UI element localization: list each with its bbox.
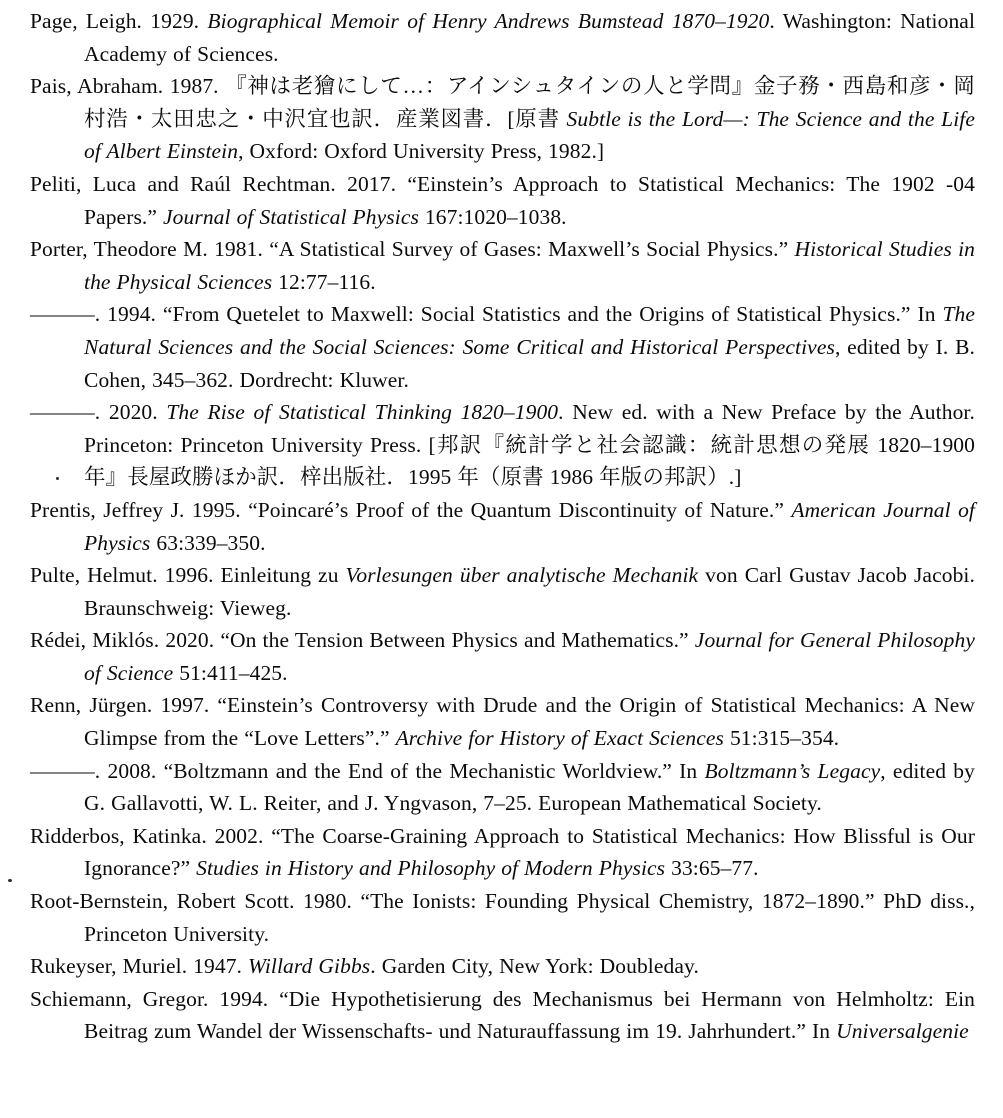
entry-plain-text: , edited by G. Gallavotti, W. L. Reiter, and J. Yngvason, 7–25. European Mathematical Society. bbox=[84, 758, 975, 816]
bibliography-entry bbox=[30, 233, 975, 298]
entry-plain-text: 51:315–354. bbox=[723, 726, 840, 751]
entry-plain-text: 63:339–350. bbox=[150, 530, 266, 555]
entry-plain-text: , edited by I. B. Cohen, 345–362. Dordrecht: Kluwer. bbox=[84, 334, 975, 392]
entry-plain-text: Renn, Jürgen. 1997. “Einstein’s Controversy with Drude and the Origin of Statistical Mechanics: A New Glimpse from the “Love Letters”.” bbox=[30, 693, 975, 751]
entry-title-italic-text: The Rise of Statistical Thinking 1820–1900 bbox=[166, 400, 559, 425]
bibliography-entry bbox=[30, 755, 975, 820]
entry-plain-text: 12:77–116. bbox=[272, 269, 376, 294]
scan-speck bbox=[56, 477, 59, 480]
entry-plain-text: Rédei, Miklós. 2020. “On the Tension Between Physics and Mathematics.” bbox=[30, 628, 695, 653]
entry-plain-text: . Garden City, New York: Doubleday. bbox=[370, 954, 699, 979]
bibliography-entry bbox=[30, 689, 975, 754]
entry-plain-text: Peliti, Luca and Raúl Rechtman. 2017. “Einstein’s Approach to Statistical Mechanics: The 1902 -04 Papers.” bbox=[30, 171, 975, 229]
entry-plain-text: 33:65–77. bbox=[665, 856, 759, 881]
entry-title-italic-text: Universalgenie bbox=[836, 1019, 969, 1044]
entry-plain-text: . New ed. with a New Preface by the Author. Princeton: Princeton University Press. [邦訳『統計学と社会認識：統計思想の発展 1820–1900 年』長屋政勝ほか訳．梓出版社．1995 年（原書 1986 年版の邦訳）.] bbox=[84, 400, 975, 490]
entry-plain-text: ———. 2020. bbox=[30, 400, 167, 425]
bibliography-entry bbox=[30, 494, 975, 559]
entry-plain-text: , Oxford: Oxford University Press, 1982.] bbox=[238, 139, 605, 164]
bibliography-entry bbox=[30, 885, 975, 950]
entry-title-italic-text: Vorlesungen über analytische Mechanik bbox=[345, 563, 699, 588]
bibliography-entry bbox=[30, 559, 975, 624]
bibliography-entry bbox=[30, 396, 975, 494]
entry-plain-text: Ridderbos, Katinka. 2002. “The Coarse-Graining Approach to Statistical Mechanics: How Blissful is Our Ignorance?” bbox=[30, 823, 975, 881]
bibliography-entry bbox=[30, 70, 975, 168]
entry-plain-text: Rukeyser, Muriel. 1947. bbox=[30, 954, 249, 979]
entry-plain-text: . Washington: National Academy of Sciences. bbox=[84, 9, 976, 66]
entry-plain-text: ———. 2008. “Boltzmann and the End of the Mechanistic Worldview.” In bbox=[30, 758, 705, 783]
bibliography-entry bbox=[30, 820, 975, 885]
entry-plain-text: Root-Bernstein, Robert Scott. 1980. “The Ionists: Founding Physical Chemistry, 1872–1890.” PhD diss., Princeton University. bbox=[30, 889, 975, 946]
entry-plain-text: Pais, Abraham. 1987. 『神は老獪にして…：アインシュタインの人と学問』金子務・西島和彦・岡村浩・太田忠之・中沢宜也訳．産業図書．[原書 bbox=[30, 74, 975, 131]
entry-title-italic-text: The Natural Sciences and the Social Sciences: Some Critical and Historical Perspectives bbox=[84, 302, 975, 359]
entry-plain-text: Prentis, Jeffrey J. 1995. “Poincaré’s Proof of the Quantum Discontinuity of Nature.” bbox=[30, 497, 792, 522]
entry-title-italic-text: Historical Studies in the Physical Sciences bbox=[84, 237, 975, 294]
entry-title-italic-text: Journal of Statistical Physics bbox=[163, 204, 419, 229]
bibliography-entry bbox=[30, 298, 975, 396]
entry-title-italic-text: Journal for General Philosophy of Science bbox=[84, 628, 975, 685]
entry-plain-text: Pulte, Helmut. 1996. Einleitung zu bbox=[30, 563, 346, 588]
bibliography-entry bbox=[30, 5, 975, 70]
entry-plain-text: ———. 1994. “From Quetelet to Maxwell: Social Statistics and the Origins of Statistical Physics.” In bbox=[30, 302, 943, 327]
entry-title-italic-text: Archive for History of Exact Sciences bbox=[395, 726, 724, 751]
entry-plain-text: Page, Leigh. 1929. bbox=[30, 9, 208, 33]
entry-plain-text: von Carl Gustav Jacob Jacobi. Braunschweig: Vieweg. bbox=[84, 563, 975, 620]
entry-title-italic-text: Willard Gibbs bbox=[248, 954, 371, 979]
bibliography-list bbox=[30, 5, 975, 1048]
scan-speck bbox=[8, 879, 12, 882]
entry-plain-text: Schiemann, Gregor. 1994. “Die Hypothetisierung des Mechanismus bei Hermann von Helmholtz: Ein Beitrag zum Wandel der Wissenschafts- und Naturauffassung im 19. Jahrhundert.” In bbox=[30, 986, 975, 1044]
entry-title-italic-text: Studies in History and Philosophy of Modern Physics bbox=[196, 856, 666, 881]
entry-plain-text: 51:411–425. bbox=[173, 660, 288, 685]
bibliography-entry bbox=[30, 950, 975, 983]
entry-title-italic-text: Subtle is the Lord—: The Science and the Life of Albert Einstein bbox=[84, 106, 975, 164]
entry-plain-text: Porter, Theodore M. 1981. “A Statistical Survey of Gases: Maxwell’s Social Physics.” bbox=[30, 237, 795, 262]
entry-title-italic-text: Biographical Memoir of Henry Andrews Bumstead 1870–1920 bbox=[207, 9, 770, 33]
entry-plain-text: 167:1020–1038. bbox=[418, 204, 567, 229]
bibliography-entry bbox=[30, 168, 975, 233]
entry-title-italic-text: American Journal of Physics bbox=[84, 497, 975, 555]
bibliography-entry bbox=[30, 983, 975, 1048]
bibliography-entry bbox=[30, 624, 975, 689]
entry-title-italic-text: Boltzmann’s Legacy bbox=[704, 758, 881, 783]
